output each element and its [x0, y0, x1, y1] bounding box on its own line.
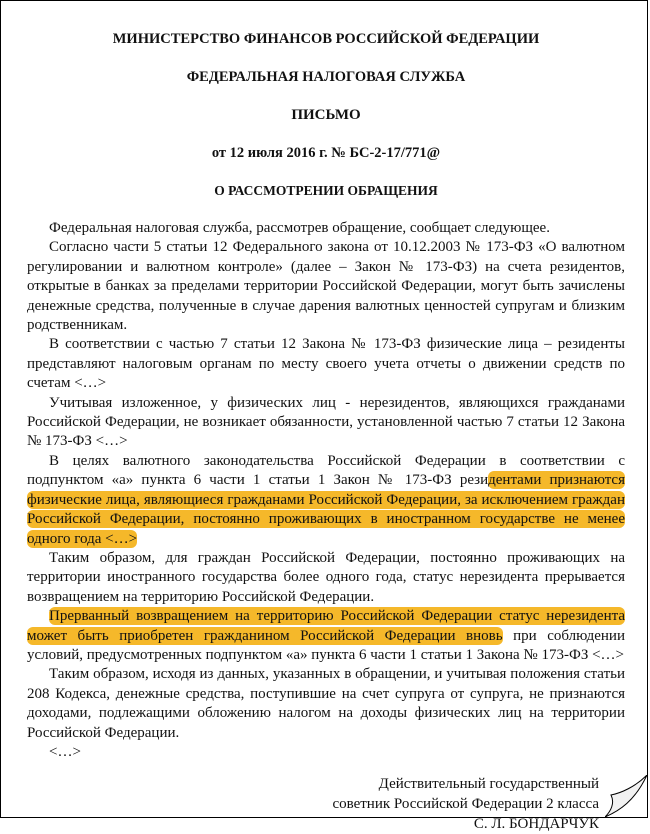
page-curl-icon: [605, 775, 647, 817]
subject-heading: О РАССМОТРЕНИИ ОБРАЩЕНИЯ: [214, 183, 438, 198]
paragraph-7: [27, 607, 625, 665]
paragraph-5: [27, 452, 625, 549]
paragraph-6: Таким образом, для граждан Российской Федерации, постоянно проживающих на территории иностранного государства более одного года, статус нерезидента прерывается возвращением на территорию Российской Федерации.: [27, 549, 625, 605]
omission-mark: <…>: [49, 743, 81, 760]
signature-title-2: советник Российской Федерации 2 класса: [332, 796, 599, 813]
highlighted-text-1: дентами признаются физические лица, являющиеся гражданами Российской Федерации, за исключением граждан Российской Федерации, постоянно проживающих в иностранном государстве не менее одного года <…>: [27, 472, 625, 547]
doc-type-heading: ПИСЬМО: [291, 107, 361, 123]
paragraph-1: Федеральная налоговая служба, рассмотрев обращение, сообщает следующее.: [49, 220, 550, 236]
paragraph-8: Таким образом, исходя из данных, указанных в обращении, и учитывая положения статьи 208 Кодекса, денежные средства, поступившие на счет супруга от супруга, не признаются доходами, подлежащими обложению налогом на доходы физических лиц на территории Российской Федерации.: [27, 666, 625, 741]
paragraph-4: Учитывая изложенное, у физических лиц - нерезидентов, являющихся гражданами Российской Федерации, не возникает обязанности, установленной частью 7 статьи 12 Закона № 173-ФЗ <…>: [27, 394, 625, 450]
ministry-heading: МИНИСТЕРСТВО ФИНАНСОВ РОССИЙСКОЙ ФЕДЕРАЦИИ: [112, 31, 540, 47]
signature-title-1: Действительный государственный: [378, 776, 599, 793]
paragraph-5-text: В целях валютного законодательства Российской Федерации в соответствии с подпунктом «а» пункта 6 части 1 статьи 1 Закон № 173-ФЗ рези: [27, 452, 625, 489]
signatory-name: С. Л. БОНДАРЧУК: [473, 816, 599, 833]
document-content: [27, 29, 625, 834]
paragraph-7-text: при соблюдении условий, предусмотренных подпунктом «а» пункта 6 части 1 статьи 1 Закона № 173-ФЗ <…>: [27, 627, 625, 663]
paragraph-2: Согласно части 5 статьи 12 Федерального закона от 10.12.2003 № 173-ФЗ «О валютном регулировании и валютном контроле» (далее – Закон № 173-ФЗ) на счета резидентов, открытые в банках за пределами территории Российской Федерации, могут быть зачислены денежные средства, полученные в случае дарения валютных ценностей супругам и близким родственникам.: [27, 239, 625, 334]
date-number: от 12 июля 2016 г. № БС-2-17/771@: [211, 145, 441, 161]
highlighted-text-2: Прерванный возвращением на территорию Российской Федерации статус нерезидента может быть приобретен гражданином Российской Федерации вновь: [27, 608, 625, 644]
letter-body: [27, 219, 625, 762]
service-heading: ФЕДЕРАЛЬНАЯ НАЛОГОВАЯ СЛУЖБА: [186, 69, 466, 85]
paragraph-3: В соответствии с частью 7 статьи 12 Закона № 173-ФЗ физические лица – резиденты представляют налоговым органам по месту своего учета отчеты о движении средств по счетам <…>: [27, 336, 625, 392]
signature-block: [27, 774, 625, 834]
